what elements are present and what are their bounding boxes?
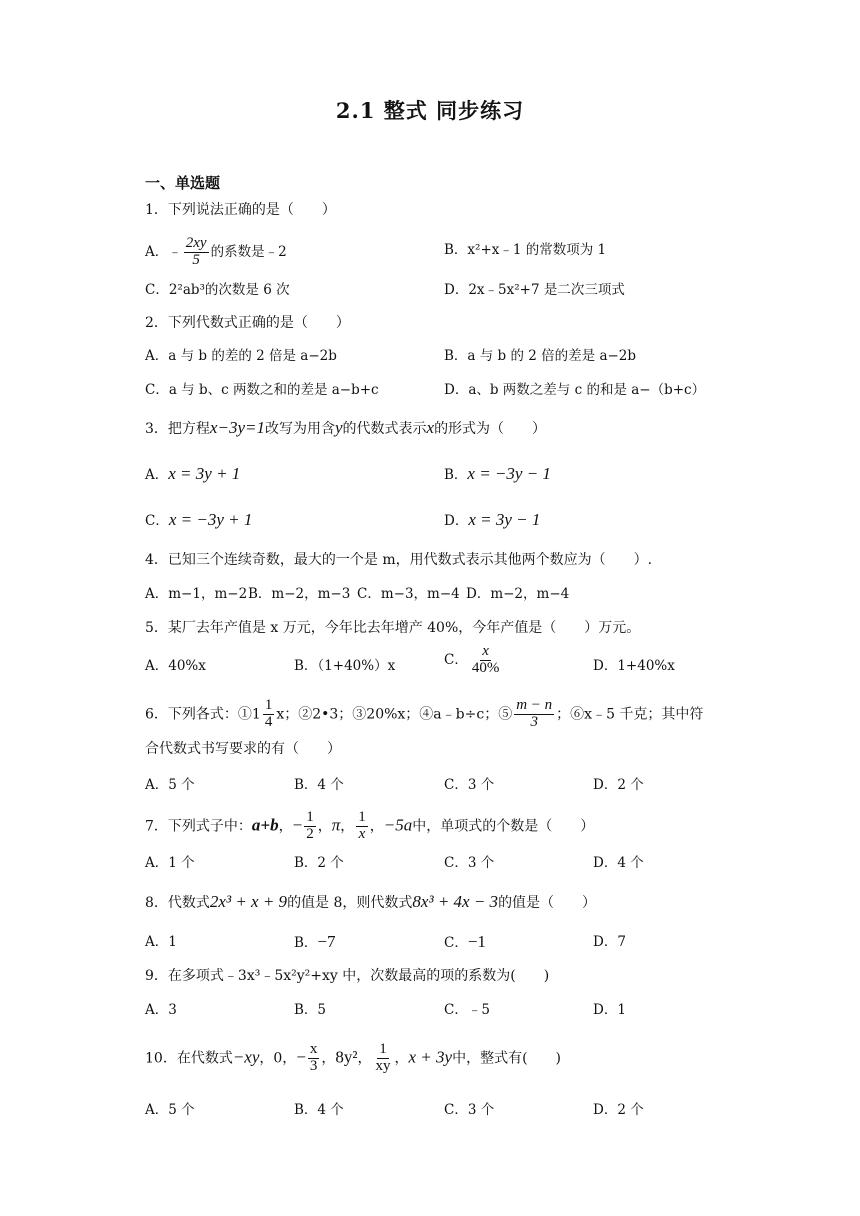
question-1-stem: 1．下列说法正确的是（ ） [145,202,336,218]
question-7-option-a: A．1 个 [145,855,195,871]
question-1-option-c: C．2²ab³的次数是 6 次 [145,282,290,298]
question-10-option-a: A．5 个 [145,1102,195,1118]
question-6-option-c: C．3 个 [444,777,495,793]
section-heading: 一、单选题 [145,174,221,192]
question-3-option-a: A．x = 3y + 1 [145,464,241,483]
question-5-option-a: A．40%x [145,658,206,674]
question-4-option-c: C．m−3，m−4 [357,586,460,602]
question-1-option-a: A．﹣ $\frac{2xy}{5}$ 的系数是﹣2 [145,235,287,268]
question-10-option-c: C．3 个 [444,1102,495,1118]
question-9-option-d: D．1 [593,1002,626,1018]
question-3-stem: 3．把方程x−3y=1改写为用含y的代数式表示x的形式为（ ） [145,418,547,437]
question-2-stem: 2．下列代数式正确的是（ ） [145,315,350,331]
question-10-option-d: D．2 个 [593,1102,644,1118]
question-8-option-d: D．7 [593,934,626,950]
question-7-option-b: B．2 个 [294,855,344,871]
question-1-option-d: D．2x﹣5x²+7 是二次三项式 [444,282,625,298]
question-7-option-c: C．3 个 [444,855,495,871]
question-4-option-d: D．m−2，m−4 [466,586,570,602]
question-2-option-a: A．a 与 b 的差的 2 倍是 a−2b [145,348,337,364]
question-8-stem: 8．代数式2x³ + x + 9的值是 8，则代数式8x³ + 4x − 3的值是（ ） [145,892,597,911]
question-9-option-a: A．3 [145,1002,177,1018]
question-2-option-d: D．a、b 两数之差与 c 的和是 a−（b+c） [444,382,706,398]
question-1-option-b: B．x²+x﹣1 的常数项为 1 [444,242,607,258]
question-5-option-c: C． $\frac{x}{40\%}$ [444,643,500,676]
question-10-stem: 10．在代数式−xy，0，− $\frac{x}{3}$ ，8y²， $\frac{1}{xy}$ ，x + 3y中，整式有( ) [145,1041,562,1074]
question-7-stem: 7．下列式子中：a+b，− $\frac{1}{2}$ ，π， $\frac{1}{x}$ ，−5a中，单项式的个数是（ ） [145,809,595,842]
question-9-stem: 9．在多项式﹣3x³﹣5x²y²+xy 中，次数最高的项的系数为( ) [145,968,550,984]
question-4-option-a: A．m−1，m−2 [145,586,248,602]
question-3-option-b: B．x = −3y − 1 [444,464,551,483]
question-3-option-d: D．x = 3y − 1 [444,510,541,529]
question-5-stem: 5．某厂去年产值是 x 万元，今年比去年增产 40%，今年产值是（ ）万元。 [145,620,641,636]
question-2-option-c: C．a 与 b、c 两数之和的差是 a−b+c [145,382,379,398]
question-3-option-c: C．x = −3y + 1 [145,510,253,529]
page-title: 2.1 整式 同步练习 [335,98,525,123]
question-5-option-d: D．1+40%x [593,658,675,674]
question-6-stem-line-2: 合代数式书写要求的有（ ） [145,741,341,757]
question-10-option-b: B．4 个 [294,1102,344,1118]
question-6-stem: 6．下列各式：①1 $\frac{1}{4}$ x；②2•3；③20%x；④a﹣b÷c；⑤ $\frac{m - n}{3}$ ；⑥x﹣5 千克；其中符 [145,697,704,730]
question-7-option-d: D．4 个 [593,855,644,871]
question-8-option-b: B．−7 [294,932,336,951]
question-6-option-d: D．2 个 [593,777,644,793]
question-5-option-b: B．（1+40%）x [294,658,396,674]
question-2-option-b: B．a 与 b 的 2 倍的差是 a−2b [444,348,637,364]
question-9-option-b: B．5 [294,1002,327,1018]
question-4-stem: 4．已知三个连续奇数，最大的一个是 m，用代数式表示其他两个数应为（ ）. [145,552,653,568]
question-6-option-a: A．5 个 [145,777,195,793]
question-8-option-c: C．−1 [444,932,486,951]
question-6-option-b: B．4 个 [294,777,344,793]
question-9-option-c: C．﹣5 [444,1002,490,1018]
question-4-option-b: B．m−2，m−3 [248,586,351,602]
question-8-option-a: A．1 [145,934,177,950]
